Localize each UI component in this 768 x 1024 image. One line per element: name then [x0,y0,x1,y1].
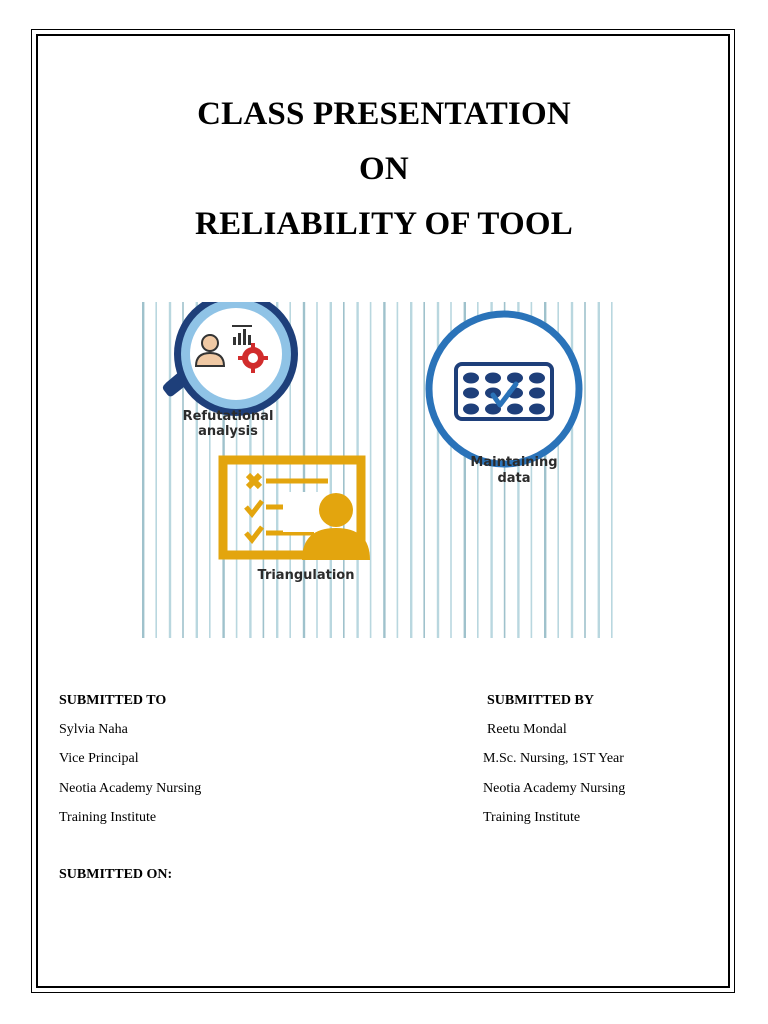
title-line-1: CLASS PRESENTATION [197,96,571,132]
refutational-label-line-2: analysis [198,424,258,439]
stripe-line [155,302,157,638]
submitted-to-institute-line-1: Neotia Academy Nursing [59,781,202,796]
maintaining-label-line-1: Maintaining [470,455,558,470]
maintaining-label-line-2: data [497,471,531,486]
grid-dot [507,404,523,415]
grid-dot [529,373,545,384]
grid-dot [529,388,545,399]
stripe-line [370,302,372,638]
grid-dot [463,404,479,415]
submitted-by-heading: SUBMITTED BY [487,693,594,708]
title-line-2: ON [359,151,409,187]
stripe-line [169,302,171,638]
stripe-line [303,302,305,638]
grid-dot [529,404,545,415]
submitted-by-institute-line-1: Neotia Academy Nursing [483,781,626,796]
submitted-to-name: Sylvia Naha [59,722,128,737]
stripe-line [142,302,144,638]
triangulation-label: Triangulation [257,568,355,583]
figure-illustration [138,302,620,638]
title-line-3: RELIABILITY OF TOOL [195,206,573,242]
stripe-line [611,302,613,638]
grid-dot [485,373,501,384]
submitted-by-name: Reetu Mondal [487,722,567,737]
submitted-to-designation: Vice Principal [59,751,139,766]
refutational-label-line-1: Refutational [182,409,274,424]
submitted-on-heading: SUBMITTED ON: [59,867,173,882]
grid-dot [463,373,479,384]
submitted-to-heading: SUBMITTED TO [59,693,167,708]
stripe-line [584,302,586,638]
stripe-line [330,302,332,638]
grid-dot [463,388,479,399]
checklist-grid-icon [429,314,579,464]
submitted-by-course: M.Sc. Nursing, 1ST Year [483,751,624,766]
submitted-by-institute-line-2: Training Institute [483,810,581,825]
stripe-line [423,302,425,638]
stripe-line [316,302,318,638]
reliability-strategies-figure [138,302,620,638]
submitted-to-institute-line-2: Training Institute [59,810,157,825]
stripe-line [410,302,412,638]
stripe-line [343,302,345,638]
stripe-line [397,302,399,638]
stripe-line [383,302,385,638]
stripe-line [598,302,600,638]
